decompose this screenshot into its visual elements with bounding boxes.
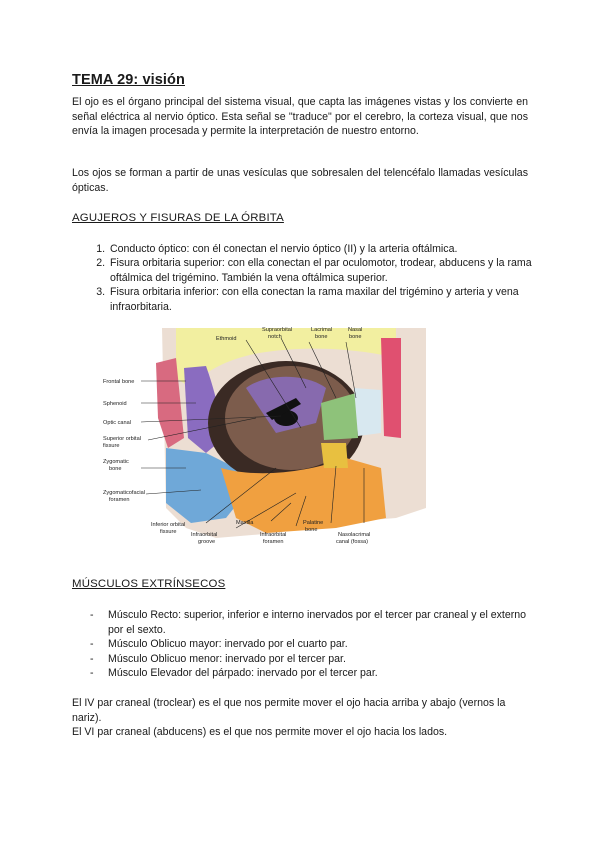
label-sphenoid: Sphenoid <box>103 401 127 407</box>
orbit-anatomy-figure <box>96 318 426 558</box>
lacrimal-region <box>354 388 381 436</box>
label-infraorbital: Infraorbital <box>191 532 218 538</box>
list-item-text: Músculo Oblicuo menor: inervado por el tercer par. <box>108 652 346 665</box>
label-palatine: Palatine <box>303 520 324 526</box>
label-sup-orbital: Superior orbital <box>103 436 141 442</box>
intro-paragraph-1: El ojo es el órgano principal del sistema visual, que capta las imágenes vistas y los convierte en señal eléctrica al nervio óptico. Esta señal se "traduce" por el cerebro, la corteza visual, que nos envía la imagen procesada y permite la interpretación de nuestro entorno. <box>72 96 528 138</box>
label-sup-orbital-fissure: fissure <box>103 443 120 449</box>
label-frontal: Frontal bone <box>103 379 135 385</box>
section-heading-muscles: MÚSCULOS EXTRÍNSECOS <box>72 578 226 590</box>
label-nasal-bone: bone <box>349 334 362 340</box>
page-title: TEMA 29: visión <box>72 72 185 88</box>
label-zygomaticofacial: Zygomaticofacial <box>103 490 145 496</box>
orbit-illustration <box>96 318 426 558</box>
bullet-dash: - <box>90 667 94 680</box>
label-ethmoid: Ethmoid <box>216 336 237 342</box>
label-maxilla: Maxilla <box>236 520 254 526</box>
list-item-text: Músculo Elevador del párpado: inervado por el tercer par. <box>108 667 378 680</box>
section-heading-orbit: AGUJEROS Y FISURAS DE LA ÓRBITA <box>72 212 284 224</box>
list-item <box>88 637 528 652</box>
label-lacrimal: Lacrimal <box>311 327 333 333</box>
list-item: 2. Fisura orbitaria superior: con ella conectan el par oculomotor, trodear, abducens y la rama oftálmica del trigémino. También la vena oftálmica superior. <box>108 256 548 285</box>
label-nasolacrimal: Nasolacrimal <box>338 532 371 538</box>
list-item: 1. Conducto óptico: con él conectan el nervio óptico (II) y la arteria oftálmica. <box>108 242 548 256</box>
label-supraorbital: Supraorbital <box>262 327 293 333</box>
list-item-text: Músculo Oblicuo mayor: inervado por el cuarto par. <box>108 638 348 651</box>
label-zygomatic: Zygomatic <box>103 459 129 465</box>
outro-paragraph-1: El IV par craneal (troclear) es el que nos permite mover el ojo hacia arriba y abajo (vernos la nariz). <box>72 697 506 724</box>
label-zygomatic-bone: bone <box>109 466 122 472</box>
label-supraorbital-notch: notch <box>268 334 282 340</box>
label-palatine-bone: bone <box>305 527 318 533</box>
intro-paragraph-2: Los ojos se forman a partir de unas vesículas que sobresalen del telencéfalo llamadas vesículas ópticas. <box>72 167 528 194</box>
bullet-dash: - <box>90 638 94 651</box>
bullet-dash: - <box>90 652 94 665</box>
muscles-list <box>88 608 528 681</box>
label-optic-canal: Optic canal <box>103 420 131 426</box>
label-lacrimal-bone: bone <box>315 334 328 340</box>
bullet-dash: - <box>90 609 94 621</box>
label-infraorbital-groove: groove <box>198 539 216 545</box>
label-infraorbital-2: Infraorbital <box>260 532 287 538</box>
orbit-holes-list <box>88 242 548 314</box>
list-item <box>88 608 528 637</box>
palatine-region <box>321 443 348 468</box>
label-nasal: Nasal <box>348 327 363 333</box>
list-item: 3. Fisura orbitaria inferior: con ella conectan la rama maxilar del trigémino y arteria y vena infraorbitaria. <box>108 285 548 314</box>
nasal-region <box>381 338 401 438</box>
label-inferior-orbital-fissure: fissure <box>160 529 177 535</box>
label-infraorbital-foramen: foramen <box>263 539 284 545</box>
list-item-text: Músculo Recto: superior, inferior e interno inervados por el tercer par craneal y el externo por el sexto. <box>108 609 527 636</box>
list-item <box>88 652 528 667</box>
list-item <box>88 666 528 681</box>
label-inferior-orbital: Inferior orbital <box>151 522 186 528</box>
label-nasolacrimal-canal: canal (fossa) <box>336 539 369 545</box>
outro-paragraph-2: El VI par craneal (abducens) es el que nos permite mover el ojo hacia los lados. <box>72 726 448 738</box>
label-zf-foramen: foramen <box>109 497 130 503</box>
